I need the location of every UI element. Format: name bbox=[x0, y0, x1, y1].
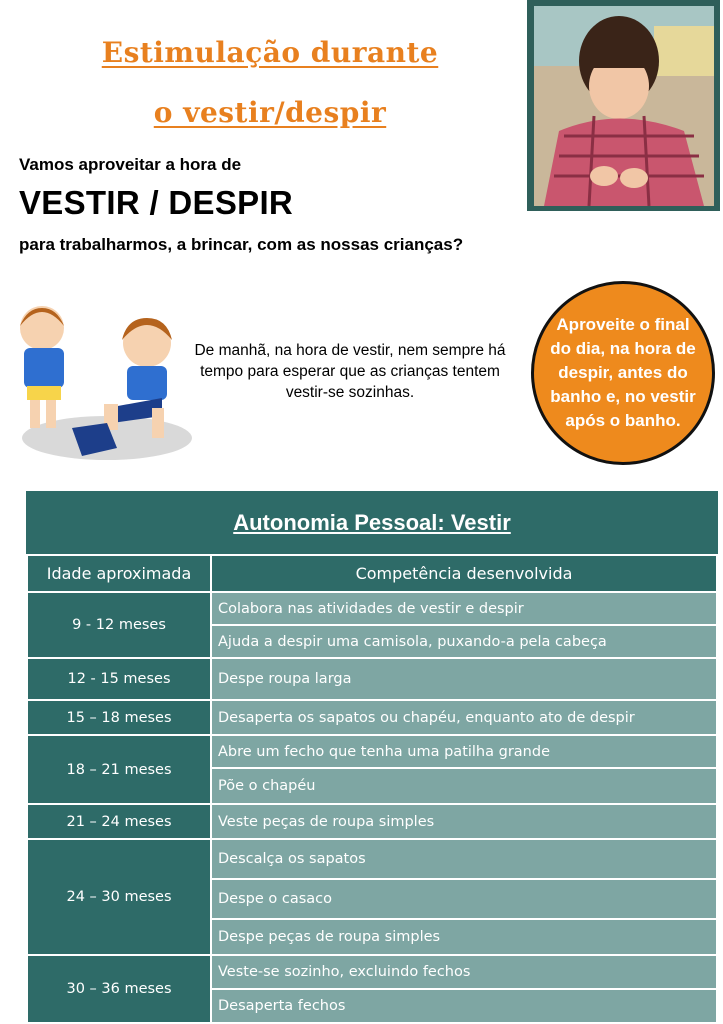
table-row bbox=[27, 804, 717, 839]
child-dressing-photo bbox=[527, 0, 720, 211]
table-row bbox=[27, 592, 717, 625]
tip-text: Aproveite o final do dia, na hora de despir, antes do banho e, no vestir após o banho. bbox=[550, 315, 696, 430]
title-line-2: o vestir/despir bbox=[153, 96, 387, 129]
age-cell: 15 – 18 meses bbox=[27, 700, 211, 735]
table-row bbox=[27, 658, 717, 700]
age-cell: 24 – 30 meses bbox=[27, 839, 211, 955]
competence-cell: Despe roupa larga bbox=[211, 658, 717, 700]
intro-line-2: para trabalharmos, a brincar, com as nossas crianças? bbox=[19, 235, 464, 254]
intro-big-heading: VESTIR / DESPIR bbox=[19, 184, 294, 221]
competence-cell: Veste-se sozinho, excluindo fechos bbox=[211, 955, 717, 989]
morning-text: De manhã, na hora de vestir, nem sempre há tempo para esperar que as crianças tentem vestir-se sozinhas. bbox=[194, 342, 506, 401]
competence-cell: Despe o casaco bbox=[211, 879, 717, 919]
children-dressing-illustration bbox=[12, 298, 192, 473]
orange-tip-circle bbox=[531, 281, 715, 465]
age-cell: 30 – 36 meses bbox=[27, 955, 211, 1023]
competence-cell: Desaperta os sapatos ou chapéu, enquanto ato de despir bbox=[211, 700, 717, 735]
table-row bbox=[27, 955, 717, 989]
competence-cell: Veste peças de roupa simples bbox=[211, 804, 717, 839]
autonomy-table bbox=[26, 491, 718, 1024]
title-line-1: Estimulação durante bbox=[101, 36, 439, 69]
competence-cell: Põe o chapéu bbox=[211, 768, 717, 804]
column-header-competence: Competência desenvolvida bbox=[211, 555, 717, 592]
age-cell: 9 - 12 meses bbox=[27, 592, 211, 658]
table-title: Autonomia Pessoal: Vestir bbox=[26, 491, 718, 554]
column-header-age: Idade aproximada bbox=[27, 555, 211, 592]
competence-cell: Desaperta fechos bbox=[211, 989, 717, 1023]
competence-cell: Abre um fecho que tenha uma patilha grande bbox=[211, 735, 717, 768]
competence-cell: Despe peças de roupa simples bbox=[211, 919, 717, 955]
intro-line-1: Vamos aproveitar a hora de bbox=[19, 155, 242, 174]
competence-cell: Colabora nas atividades de vestir e despir bbox=[211, 592, 717, 625]
age-cell: 12 - 15 meses bbox=[27, 658, 211, 700]
competence-cell: Descalça os sapatos bbox=[211, 839, 717, 879]
competence-cell: Ajuda a despir uma camisola, puxando-a pela cabeça bbox=[211, 625, 717, 658]
age-cell: 21 – 24 meses bbox=[27, 804, 211, 839]
table-row bbox=[27, 735, 717, 768]
age-cell: 18 – 21 meses bbox=[27, 735, 211, 804]
table-row bbox=[27, 700, 717, 735]
table-row bbox=[27, 839, 717, 879]
